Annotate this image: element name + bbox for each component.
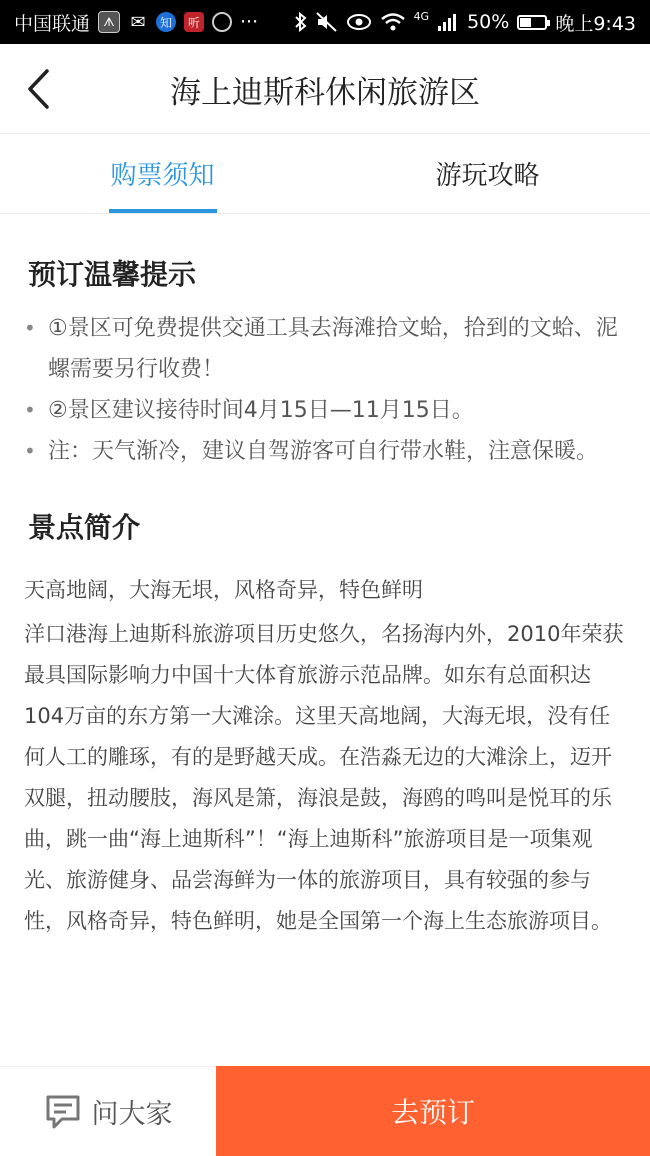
- battery-icon: [517, 15, 547, 30]
- ting-app-icon: 听: [184, 12, 204, 32]
- bottom-action-bar: [0, 1066, 650, 1156]
- tab-bar: [0, 134, 650, 214]
- bluetooth-icon: [294, 12, 308, 32]
- ask-everyone-button[interactable]: [0, 1066, 216, 1156]
- battery-fill: [520, 18, 531, 27]
- status-bar: [0, 0, 650, 44]
- tab-play-guide-label: 游玩攻略: [435, 161, 540, 191]
- eye-comfort-icon: [346, 13, 372, 31]
- signal-icon: [437, 12, 459, 32]
- wifi-icon: [380, 12, 406, 32]
- ask-everyone-label: 问大家: [91, 1099, 173, 1130]
- tab-ticket-notice[interactable]: [0, 134, 325, 213]
- wechat-icon: ✉: [130, 11, 146, 33]
- tip-item: • 注：天气渐冷，建议自驾游客可自行带水鞋，注意保暖。: [24, 431, 626, 472]
- network-type-label: 4G: [413, 9, 430, 23]
- carrier-label: 中国联通: [14, 12, 91, 35]
- status-bar-left: [14, 9, 258, 36]
- battery-percent: 50%: [467, 11, 510, 33]
- main-content: [0, 214, 650, 942]
- status-bar-right: [294, 9, 636, 36]
- chevron-left-icon: [25, 68, 51, 110]
- tab-play-guide[interactable]: [325, 134, 650, 213]
- book-now-label: 去预订: [390, 1096, 475, 1129]
- tab-ticket-notice-label: 购票须知: [110, 161, 215, 191]
- back-button[interactable]: [14, 62, 62, 116]
- page-title: 海上迪斯科休闲旅游区: [170, 74, 480, 111]
- book-now-button[interactable]: [216, 1066, 650, 1156]
- mute-icon: [316, 12, 338, 32]
- hexagon-app-icon: [212, 12, 232, 32]
- nav-bar: [0, 44, 650, 134]
- intro-subtitle: 天高地阔，大海无垠，风格奇异，特色鲜明: [24, 578, 423, 602]
- booking-tips-list: [0, 308, 650, 472]
- tip-item: • ②景区建议接待时间4月15日—11月15日。: [24, 390, 626, 431]
- tip-item: • ①景区可免费提供交通工具去海滩拾文蛤，拾到的文蛤、泥螺需要另行收费！: [24, 308, 626, 390]
- clock: 晚上9:43: [555, 12, 636, 35]
- active-tab-indicator: [109, 209, 217, 213]
- booking-tips-title: 预订温馨提示: [28, 258, 197, 291]
- more-notifications-icon: ···: [240, 11, 259, 33]
- zhihu-icon: 知: [156, 12, 176, 32]
- intro-title: 景点简介: [28, 511, 141, 544]
- chat-bubble-icon: [44, 1093, 82, 1131]
- app-notification-icon: ᗑ: [98, 11, 120, 33]
- intro-body: 洋口港海上迪斯科旅游项目历史悠久，名扬海内外，2010年荣获最具国际影响力中国十大体育旅游示范品牌。如东有总面积达104万亩的东方第一大滩涂。这里天高地阔，大海无垠，没有任何人工的雕琢，有的是野越天成。在浩淼无边的大滩涂上，迈开双腿，扭动腰肢，海风是箫，海浪是鼓，海鸥的鸣叫是悦耳的乐曲，跳一曲“海上迪斯科”！“海上迪斯科”旅游项目是一项集观光、旅游健身、品尝海鲜为一体的旅游项目，具有较强的参与性，风格奇异，特色鲜明，她是全国第一个海上生态旅游项目。: [24, 622, 624, 933]
